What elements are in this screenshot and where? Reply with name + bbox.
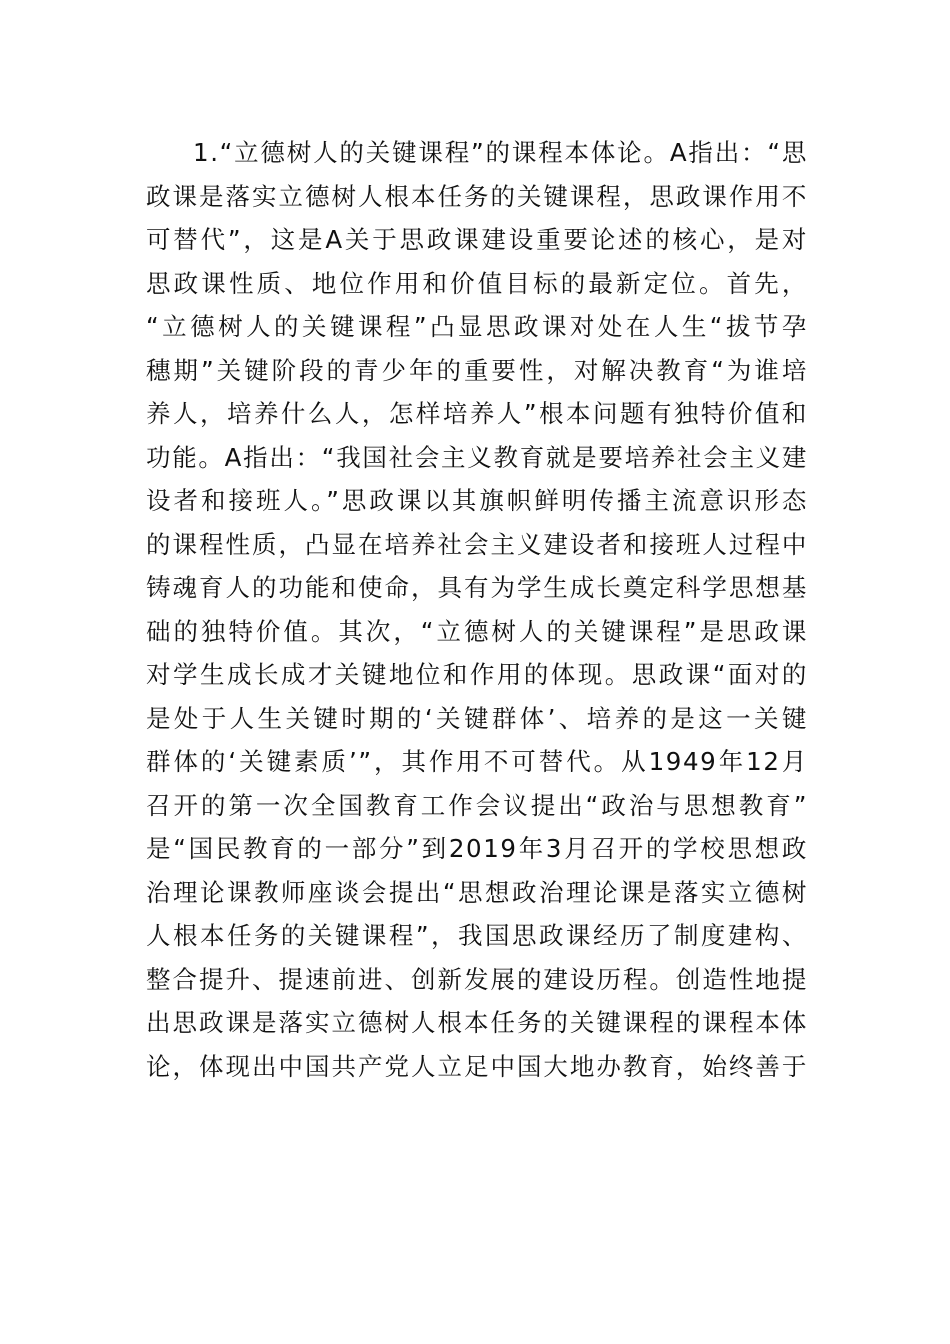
text-line: 铸魂育人的功能和使命，具有为学生成长奠定科学思想基: [146, 573, 808, 602]
body-paragraph: [146, 131, 808, 1088]
text-line: 治理论课教师座谈会提出“思想政治理论课是落实立德树: [146, 877, 808, 907]
text-line: “立德树人的关键课程”凸显思政课对处在人生“拔节孕: [146, 312, 808, 341]
text-line: 政课是落实立德树人根本任务的关键课程，思政课作用不: [146, 181, 808, 211]
text-line: 础的独特价值。其次，“立德树人的关键课程”是思政课: [146, 616, 808, 646]
text-line: 1.“立德树人的关键课程”的课程本体论。A指出：“思: [193, 138, 808, 167]
text-line: 是处于人生关键时期的‘关键群体’、培养的是这一关键: [146, 703, 808, 733]
text-line: 穗期”关键阶段的青少年的重要性，对解决教育“为谁培: [146, 355, 808, 385]
text-line: 设者和接班人。”思政课以其旗帜鲜明传播主流意识形态: [146, 486, 808, 515]
text-line: 出思政课是落实立德树人根本任务的关键课程的课程本体: [146, 1008, 808, 1037]
text-line: 对学生成长成才关键地位和作用的体现。思政课“面对的: [146, 660, 808, 689]
text-line: 是“国民教育的一部分”到2019年3月召开的学校思想政: [146, 834, 808, 863]
text-line: 养人，培养什么人，怎样培养人”根本问题有独特价值和: [146, 399, 808, 428]
text-line: 整合提升、提速前进、创新发展的建设历程。创造性地提: [146, 964, 808, 994]
text-line: 的课程性质，凸显在培养社会主义建设者和接班人过程中: [146, 529, 808, 559]
text-line: 人根本任务的关键课程”，我国思政课经历了制度建构、: [146, 921, 808, 950]
text-line: 功能。A指出：“我国社会主义教育就是要培养社会主义建: [146, 442, 808, 472]
text-line: 召开的第一次全国教育工作会议提出“政治与思想教育”: [146, 790, 808, 820]
text-line: 思政课性质、地位作用和价值目标的最新定位。首先，: [146, 268, 808, 298]
text-line: 论，体现出中国共产党人立足中国大地办教育，始终善于: [146, 1051, 808, 1081]
text-line: 可替代”，这是A关于思政课建设重要论述的核心，是对: [146, 225, 808, 254]
text-line: 群体的‘关键素质’”，其作用不可替代。从1949年12月: [146, 747, 808, 776]
